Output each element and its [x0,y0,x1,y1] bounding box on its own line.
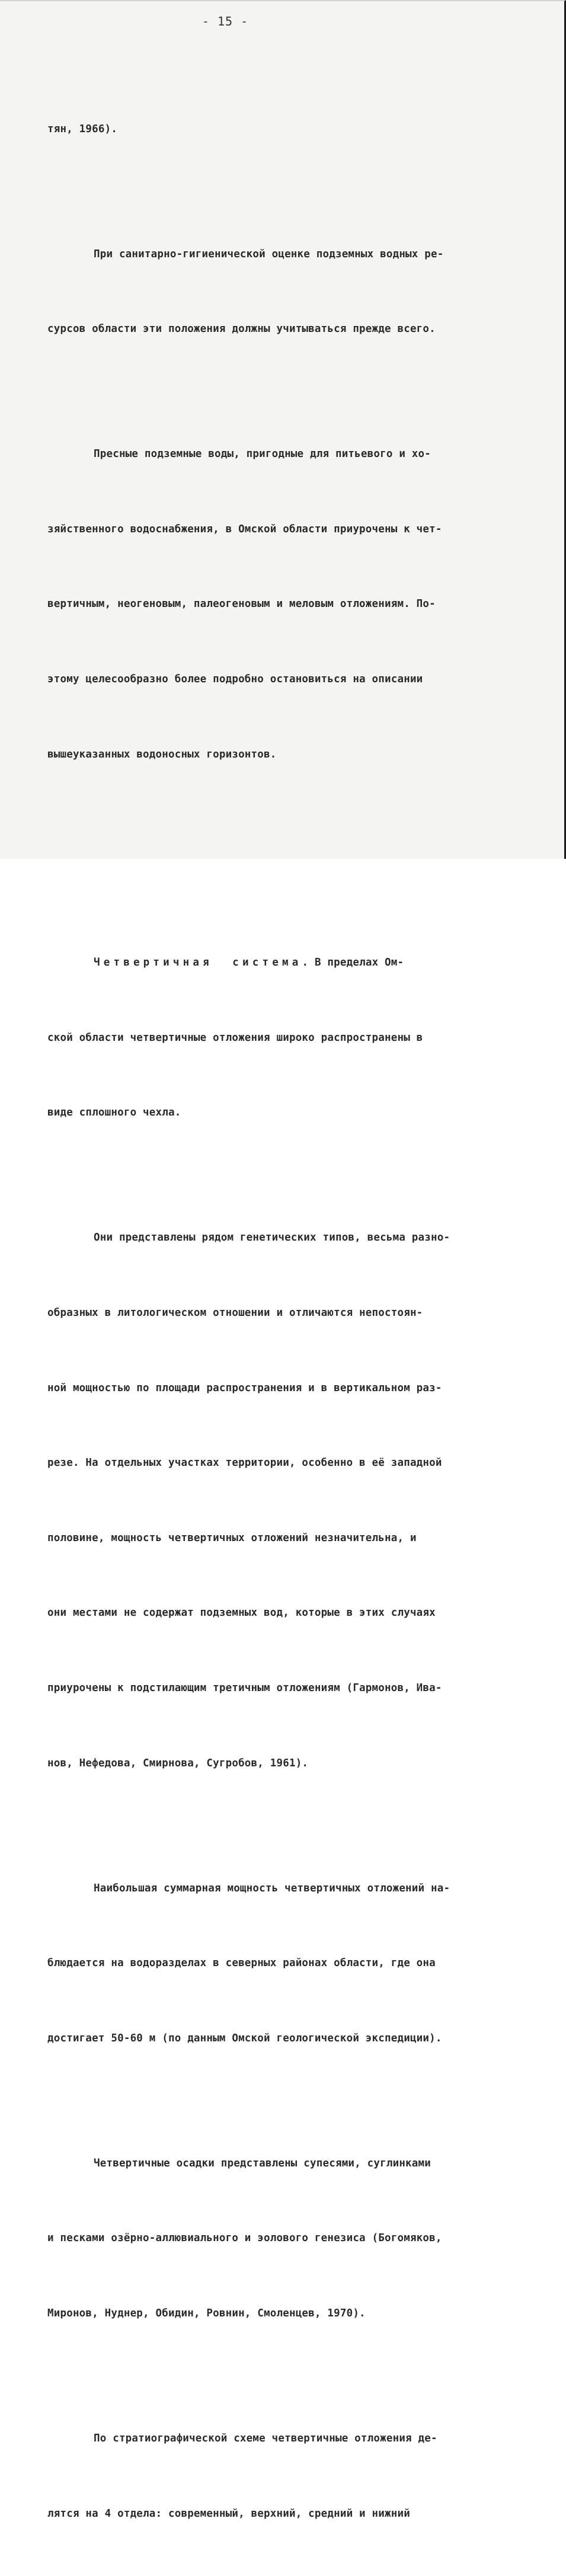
text-line: По стратиографической схеме четвертичные отложения де- [94,2432,437,2444]
section-heading: Четвертичная система [94,957,302,969]
text-line: Наибольшая суммарная мощность четвертичных отложений на- [94,1882,450,1894]
text-line: виде сплошного чехла. [47,1107,181,1119]
body-text [47,41,522,2576]
text-line: достигает 50-60 м (по данным Омской геологической экспедиции). [47,2032,442,2044]
text-line [47,950,522,975]
text-line: Они представлены рядом генетических типов, весьма разно- [94,1232,450,1244]
text-line: Миронов, Нуднер, Обидин, Ровнин, Смоленцев, 1970). [47,2307,366,2319]
page-number: - 15 - [202,14,249,28]
text-line: ной мощностью по площади распространения и в вертикальном раз- [47,1382,442,1394]
text-line: нов, Нефедова, Смирнова, Сугробов, 1961). [47,1757,309,1769]
text-line: вышеуказанных водоносных горизонтов. [47,748,277,760]
text-line: При санитарно-гигиенической оценке подземных водных ре- [94,248,444,260]
paragraph-gap [47,842,522,850]
text-line: этому целесообразно более подробно остановиться на описании [47,673,423,685]
text-line: половине, мощность четвертичных отложений незначительна, и [47,1532,417,1544]
text-line: лятся на 4 отдела: современный, верхний, средний и нижний [47,2507,410,2520]
text-line: вертичным, неогеновым, палеогеновым и меловым отложениям. По- [47,598,436,611]
text-line: Пресные подземные воды, пригодные для питьевого и хо- [94,448,431,461]
text-line: резе. На отдельных участках территории, особенно в её западной [47,1457,442,1469]
text-line: Четвертичные осадки представлены супесями, суглинками [94,2157,431,2169]
text-line: сурсов области эти положения должны учитываться прежде всего. [47,323,436,335]
text-line: блюдается на водоразделах в северных районах области, где она [47,1957,436,1970]
text-line: образных в литологическом отношении и отличаются непостоян- [47,1306,423,1319]
text-line: ской области четвертичные отложения широко распространены в [47,1031,423,1044]
text-line: они местами не содержат подземных вод, которые в этих случаях [47,1607,436,1619]
text-line: тян, 1966). [47,123,118,135]
heading-continuation: . В пределах Ом- [302,957,404,969]
text-line: приурочены к подстилающим третичным отложениям (Гармонов, Ива- [47,1682,442,1694]
text-line: и песками озёрно-аллювиального и эолового генезиса (Богомяков, [47,2232,442,2245]
text-line: зяйственного водоснабжения, в Омской области приурочены к чет- [47,523,442,535]
